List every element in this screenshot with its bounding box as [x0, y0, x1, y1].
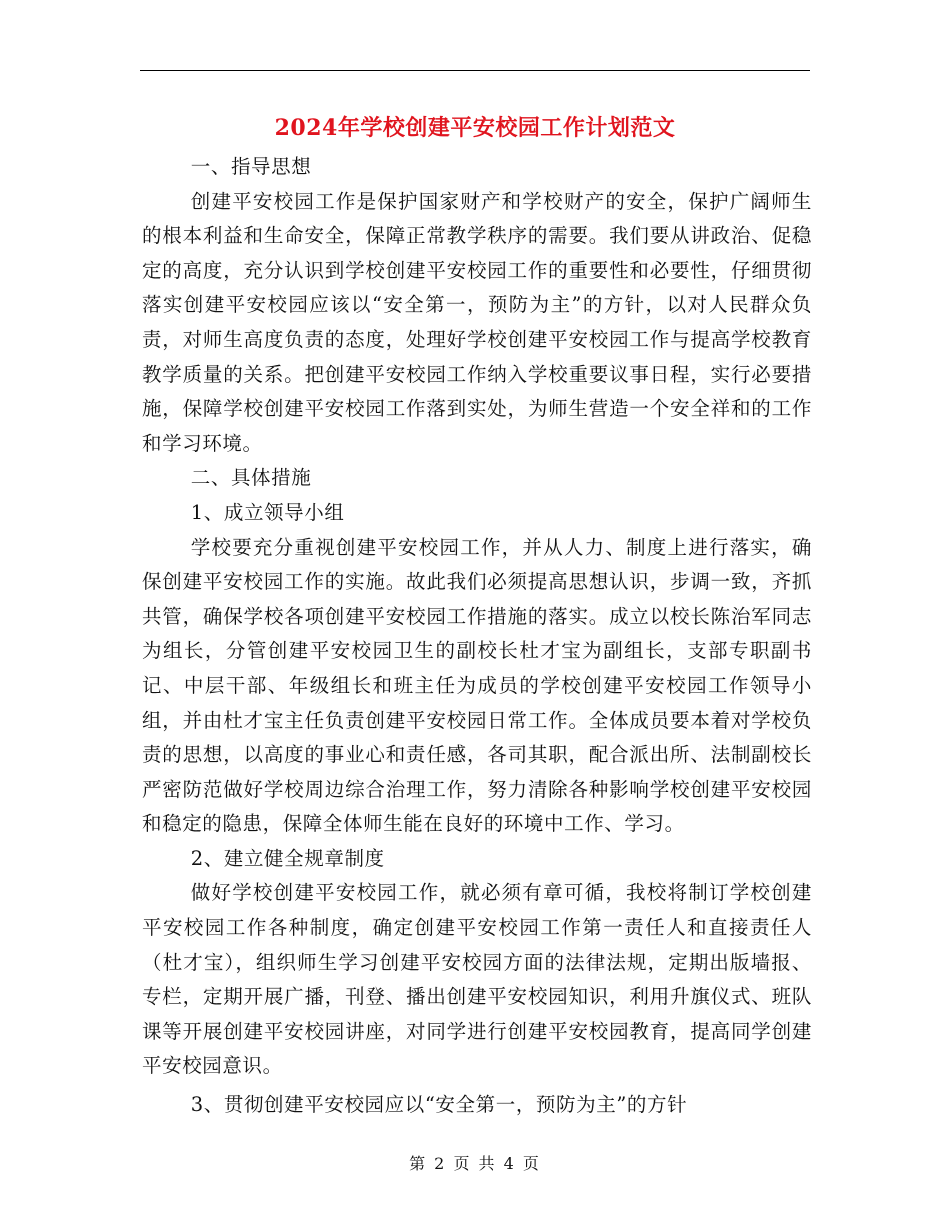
document-title: 2024年学校创建平安校园工作计划范文	[274, 115, 676, 141]
paragraph-guiding-thought: 创建平安校园工作是保护国家财产和学校财产的安全，保护广阔师生的根本利益和生命安全，保障正常教学秩序的需要。我们要从讲政治、促稳定的高度，充分认识到学校创建平安校园工作的重要性和必要性，仔细贯彻落实创建平安校园应该以“安全第一，预防为主”的方针，以对人民群众负责，对师生高度负责的态度，处理好学校创建平安校园工作与提高学校教育教学质量的关系。把创建平安校园工作纳入学校重要议事日程，实行必要措施，保障学校创建平安校园工作落到实处，为师生营造一个安全祥和的工作和学习环境。	[142, 189, 812, 455]
page-number-footer: 第 2 页 共 4 页	[409, 1154, 541, 1173]
section-heading-measures: 二、具体措施	[190, 466, 312, 490]
header-rule	[140, 70, 810, 71]
section-heading-guiding-thought: 一、指导思想	[190, 155, 312, 178]
document-body	[142, 150, 812, 1123]
subheading-safety-first: 3、贯彻创建平安校园应以“安全第一，预防为主”的方针	[190, 1093, 688, 1117]
paragraph-leadership-group: 学校要充分重视创建平安校园工作，并从人力、制度上进行落实，确保创建平安校园工作的实施。故此我们必须提高思想认识，步调一致，齐抓共管，确保学校各项创建平安校园工作措施的落实。成立以校长陈治军同志为组长，分管创建平安校园卫生的副校长杜才宝为副组长，支部专职副书记、中层干部、年级组长和班主任为成员的学校创建平安校园工作领导小组，并由杜才宝主任负责创建平安校园日常工作。全体成员要本着对学校负责的思想，以高度的事业心和责任感，各司其职，配合派出所、法制副校长严密防范做好学校周边综合治理工作，努力清除各种影响学校创建平安校园和稳定的隐患，保障全体师生能在良好的环境中工作、学习。	[142, 535, 812, 836]
subheading-leadership-group: 1、成立领导小组	[190, 500, 345, 524]
subheading-rules-system: 2、建立健全规章制度	[190, 846, 385, 870]
paragraph-rules-system: 做好学校创建平安校园工作，就必须有章可循，我校将制订学校创建平安校园工作各种制度，确定创建平安校园工作第一责任人和直接责任人（杜才宝），组织师生学习创建平安校园方面的法律法规，定期出版墙报、专栏，定期开展广播，刊登、播出创建平安校园知识，利用升旗仪式、班队课等开展创建平安校园讲座，对同学进行创建平安校园教育，提高同学创建平安校园意识。	[142, 881, 812, 1078]
